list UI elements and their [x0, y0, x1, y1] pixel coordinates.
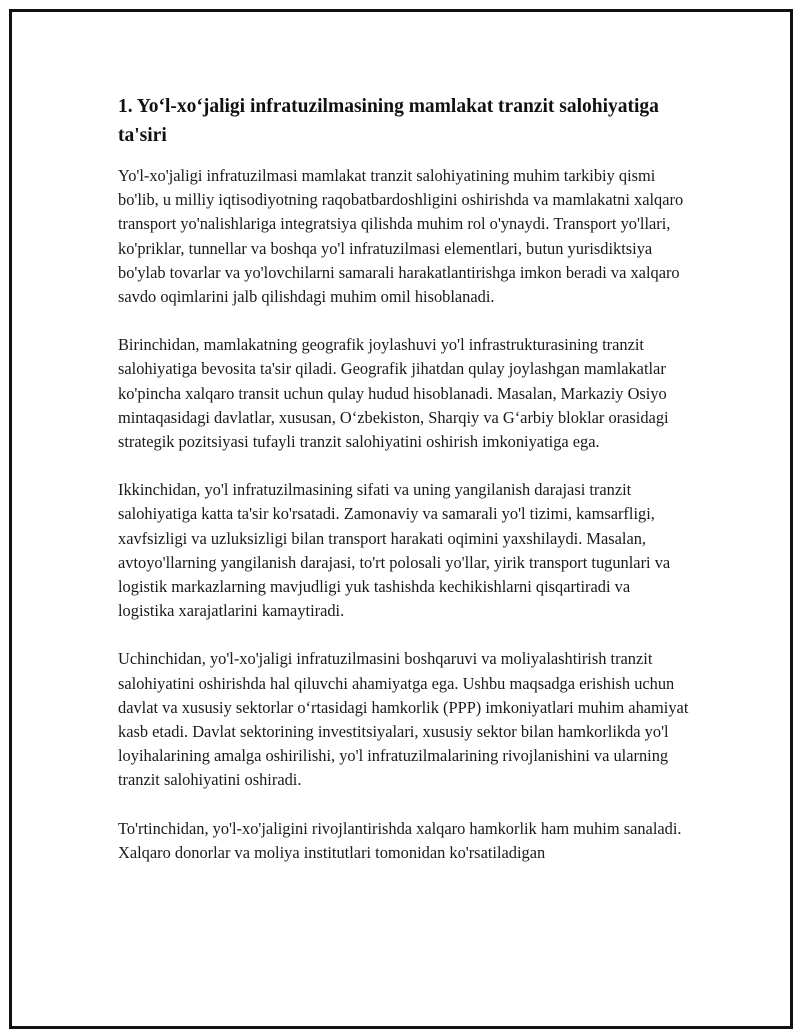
paragraph-first-point: Birinchidan, mamlakatning geografik joylashuvi yo'l infrastrukturasining tranzit salohiyatiga bevosita ta'sir qiladi. Geografik jihatdan qulay joylashgan mamlakatlar ko'pincha xalqaro transit uchun qulay hudud hisoblanadi. Masalan, Markaziy Osiyo mintaqasidagi davlatlar, xususan, O‘zbekiston, Sharqiy va G‘arbiy bloklar orasidagi strategik pozitsiyasi tufayli tranzit salohiyatini oshirish imkoniyatiga ega. — [118, 335, 669, 452]
paragraph-second-point: Ikkinchidan, yo'l infratuzilmasining sifati va uning yangilanish darajasi tranzit salohiyatiga katta ta'sir ko'rsatadi. Zamonaviy va samarali yo'l tizimi, kamsarfligi, xavfsizligi va uzluksizligi bilan transport harakati oqimini yaxshilaydi. Masalan, avtoyo'llarning yangilanish darajasi, to'rt polosali yo'llar, yirik transport tugunlari va logistik markazlarning mavjudligi yuk tashishda kechikishlarni qisqartiradi va logistika xarajatlarini kamaytiradi. — [118, 480, 671, 621]
section-heading: 1. Yo‘l-xo‘jaligi infratuzilmasining mamlakat tranzit salohiyatiga ta'siri — [118, 96, 659, 146]
paragraph-fourth-point: To'rtinchidan, yo'l-xo'jaligini rivojlantirishda xalqaro hamkorlik ham muhim sanaladi. Xalqaro donorlar va moliya institutlari tomonidan ko'rsatiladigan — [118, 818, 682, 862]
document-body — [118, 92, 690, 889]
paragraph-intro: Yo'l-xo'jaligi infratuzilmasi mamlakat tranzit salohiyatining muhim tarkibiy qismi bo'lib, u milliy iqtisodiyotning raqobatbardoshligini oshirishda va mamlakatni xalqaro transport yo'nalishlariga integratsiya qilishda muhim rol o'ynaydi. Transport yo'llari, ko'priklar, tunnellar va boshqa yo'l infratuzilmasi elementlari, butun yurisdiktsiya bo'ylab tovarlar va yo'lovchilarni samarali harakatlantirishga imkon beradi va xalqaro savdo oqimlarini jalb qilishdagi muhim omil hisoblanadi. — [118, 166, 684, 307]
paragraph-third-point: Uchinchidan, yo'l-xo'jaligi infratuzilmasini boshqaruvi va moliyalashtirish tranzit salohiyatini oshirishda hal qiluvchi ahamiyatga ega. Ushbu maqsadga erishish uchun davlat va xususiy sektorlar o‘rtasidagi hamkorlik (PPP) imkoniyatlari muhim ahamiyat kasb etadi. Davlat sektorining investitsiyalari, xususiy sektor bilan hamkorlikda yo'l loyihalarining amalga oshirilishi, yo'l infratuzilmalarining rivojlanishini va ularning tranzit salohiyatini oshiradi. — [118, 649, 689, 790]
